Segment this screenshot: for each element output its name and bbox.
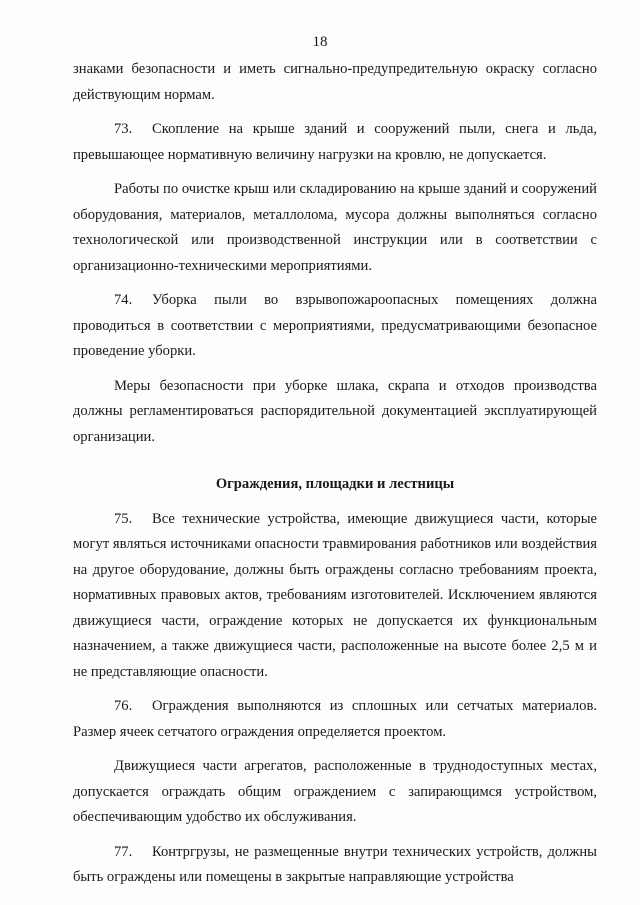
paragraph-slag-safety <box>73 374 597 451</box>
paragraph-text: Меры безопасности при уборке шлака, скрапа и отходов производства должны регламентироваться распорядительной документацией эксплуатирующей организации. <box>73 377 597 445</box>
paragraph-continuation <box>73 57 597 108</box>
page-number: 18 <box>312 34 328 50</box>
paragraph-text: Уборка пыли во взрывопожароопасных помещениях должна проводиться в соответствии с мероприятиями, предусматривающими безопасное проведение уборки. <box>73 292 597 359</box>
paragraph-moving-parts <box>73 754 597 831</box>
paragraph-number: 77. <box>114 843 133 860</box>
paragraph-text: Контргрузы, не размещенные внутри технических устройств, должны быть ограждены или помещены в закрытые направляющие устройства <box>73 843 597 885</box>
paragraph-75 <box>73 507 597 686</box>
paragraph-text: Ограждения выполняются из сплошных или сетчатых материалов. Размер ячеек сетчатого ограждения определяется проектом. <box>73 698 597 740</box>
section-heading: Ограждения, площадки и лестницы <box>215 476 455 492</box>
paragraph-text: Работы по очистке крыш или складированию на крыше зданий и сооружений оборудования, материалов, металлолома, мусора должны выполняться согласно технологической или производственной инструкции или в соответствии с организационно-техническими мероприятиями. <box>73 181 597 274</box>
paragraph-number: 74. <box>114 292 133 308</box>
paragraph-text: Скопление на крыше зданий и сооружений пыли, снега и льда, превышающее нормативную величину нагрузки на кровлю, не допускается. <box>73 121 597 163</box>
paragraph-73 <box>73 117 597 168</box>
paragraph-text: знаками безопасности и иметь сигнально-предупредительную окраску согласно действующим нормам. <box>73 61 597 103</box>
paragraph-76 <box>73 694 597 745</box>
paragraph-text: Движущиеся части агрегатов, расположенные в труднодоступных местах, допускается ограждать общим ограждением с запирающимся устройством, обеспечивающим удобство их обслуживания. <box>73 758 597 825</box>
paragraph-number: 76. <box>114 698 133 714</box>
paragraph-text: Все технические устройства, имеющие движущиеся части, которые могут являться источниками опасности травмирования работников или воздействия на другое оборудование, должны быть ограждены согласно требованиям проекта, нормативных правовых актов, требованиям изготовителей. Исключением являются движущиеся части, ограждение которых не допускается их функциональным назначением, а также движущиеся части, расположенные на высоте более 2,5 м и не представляющие опасности. <box>73 510 597 680</box>
paragraph-74 <box>73 288 597 365</box>
paragraph-roof-cleaning <box>73 177 597 279</box>
document-body <box>73 57 597 900</box>
paragraph-number: 75. <box>114 510 133 527</box>
paragraph-77 <box>73 840 597 891</box>
paragraph-number: 73. <box>114 121 133 137</box>
